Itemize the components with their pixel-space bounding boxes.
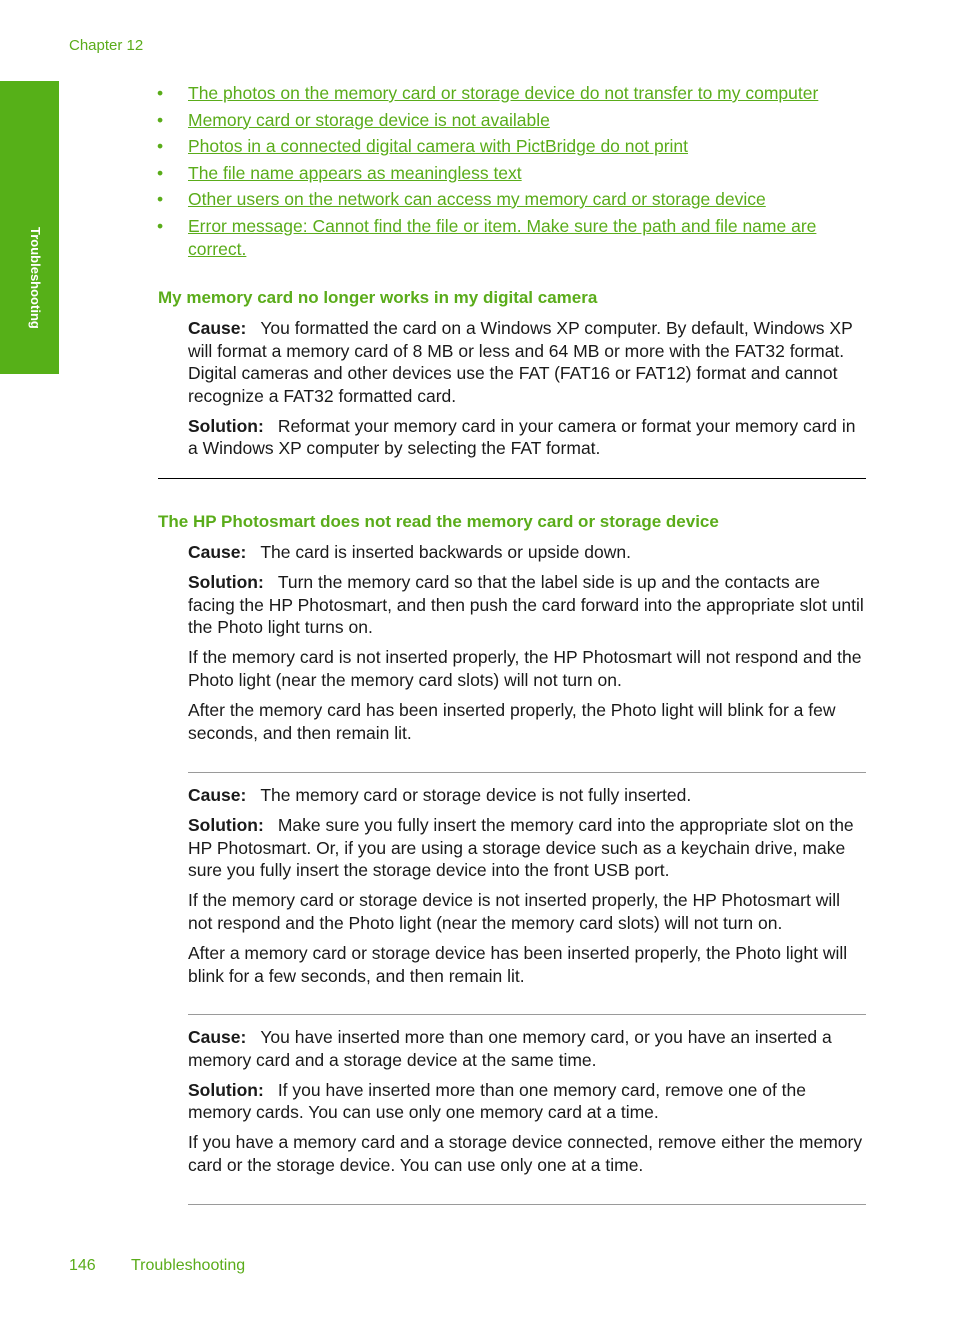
solution-label: Solution: [188, 415, 264, 436]
cause-divider [188, 1014, 866, 1015]
solution-paragraph [188, 814, 868, 882]
cause-divider [188, 1204, 866, 1205]
chapter-label: Chapter 12 [69, 37, 144, 54]
link-photos-not-transfer[interactable]: The photos on the memory card or storage device do not transfer to my computer [188, 83, 819, 103]
note-paragraph: If the memory card or storage device is not inserted properly, the HP Photosmart will not respond and the Photo light (near the memory card slots) will not turn on. [188, 890, 840, 933]
section-title: The HP Photosmart does not read the memory card or storage device [158, 512, 719, 531]
solution-label: Solution: [188, 572, 264, 593]
cause-label: Cause: [188, 785, 247, 805]
cause-paragraph [188, 784, 868, 807]
bullet: • [157, 215, 164, 236]
solution-label: Solution: [188, 1079, 264, 1100]
note-paragraph: If the memory card is not inserted properly, the HP Photosmart will not respond and the Photo light (near the memory card slots) will not turn on. [188, 647, 862, 690]
bullet: • [157, 189, 164, 209]
cause-text: The card is inserted backwards or upside down. [260, 542, 631, 562]
bullet: • [157, 136, 164, 156]
solution-text: Make sure you fully insert the memory card into the appropriate slot on the HP Photosmart. Or, if you are using a storage device such as a keychain drive, make sure you fully insert the storage device into the front USB port. [188, 815, 854, 881]
cause-paragraph [188, 1026, 868, 1071]
list-item [157, 215, 867, 261]
cause-divider [188, 772, 866, 773]
section-title: My memory card no longer works in my digital camera [158, 288, 598, 307]
page-number: 146 [69, 1257, 96, 1274]
bullet: • [157, 109, 164, 130]
note-paragraph: After a memory card or storage device has been inserted properly, the Photo light will blink for a few seconds, and then remain lit. [188, 943, 848, 986]
note-paragraph: After the memory card has been inserted properly, the Photo light will blink for a few seconds, and then remain lit. [188, 700, 836, 743]
link-error-cannot-find-file[interactable]: Error message: Cannot find the file or item. Make sure the path and file name are correct. [188, 215, 817, 259]
list-item [157, 188, 867, 211]
bullet: • [157, 83, 164, 103]
cause-label: Cause: [188, 1027, 247, 1047]
solution-text: Turn the memory card so that the label side is up and the contacts are facing the HP Photosmart, and then push the card forward into the appropriate slot until the Photo light turns on. [188, 572, 864, 638]
cause-paragraph [188, 317, 868, 407]
cause-block [188, 784, 868, 995]
cause-label: Cause: [188, 318, 247, 338]
solution-text: Reformat your memory card in your camera or format your memory card in a Windows XP computer by selecting the FAT format. [188, 415, 856, 459]
cause-text: You have inserted more than one memory card, or you have an inserted a memory card and a storage device at the same time. [188, 1027, 832, 1070]
cause-paragraph [188, 541, 868, 564]
list-item [157, 82, 867, 105]
solution-paragraph [188, 415, 868, 460]
list-item [157, 135, 867, 158]
link-network-access[interactable]: Other users on the network can access my memory card or storage device [188, 189, 766, 209]
list-item [157, 162, 867, 185]
footer-section: Troubleshooting [131, 1257, 246, 1274]
cause-block [188, 1026, 868, 1184]
solution-label: Solution: [188, 815, 264, 836]
solution-paragraph [188, 1079, 868, 1124]
note-paragraph: If you have a memory card and a storage device connected, remove either the memory card or the storage device. You can use only one at a time. [188, 1132, 863, 1175]
solution-paragraph [188, 571, 868, 639]
cause-block [188, 541, 868, 752]
cause-text: The memory card or storage device is not fully inserted. [260, 785, 692, 805]
link-pictbridge-not-print[interactable]: Photos in a connected digital camera with PictBridge do not print [188, 136, 689, 156]
section-body [188, 317, 868, 468]
solution-text: If you have inserted more than one memory card, remove one of the memory cards. You can use only one memory card at a time. [188, 1079, 807, 1123]
link-memory-card-not-available[interactable]: Memory card or storage device is not available [188, 109, 550, 130]
bullet: • [157, 162, 164, 183]
link-file-name-meaningless[interactable]: The file name appears as meaningless text [188, 162, 522, 183]
cause-label: Cause: [188, 542, 247, 562]
list-item [157, 109, 867, 132]
side-tab-label: Troubleshooting [28, 227, 43, 329]
cause-text: You formatted the card on a Windows XP computer. By default, Windows XP will format a memory card of 8 MB or less and 64 MB or more with the FAT32 format. Digital cameras and other devices use the FAT (FAT16 or FAT12) format and cannot recognize a FAT32 formatted card. [188, 318, 853, 406]
section-divider [158, 478, 866, 479]
related-topics-list [157, 82, 867, 264]
